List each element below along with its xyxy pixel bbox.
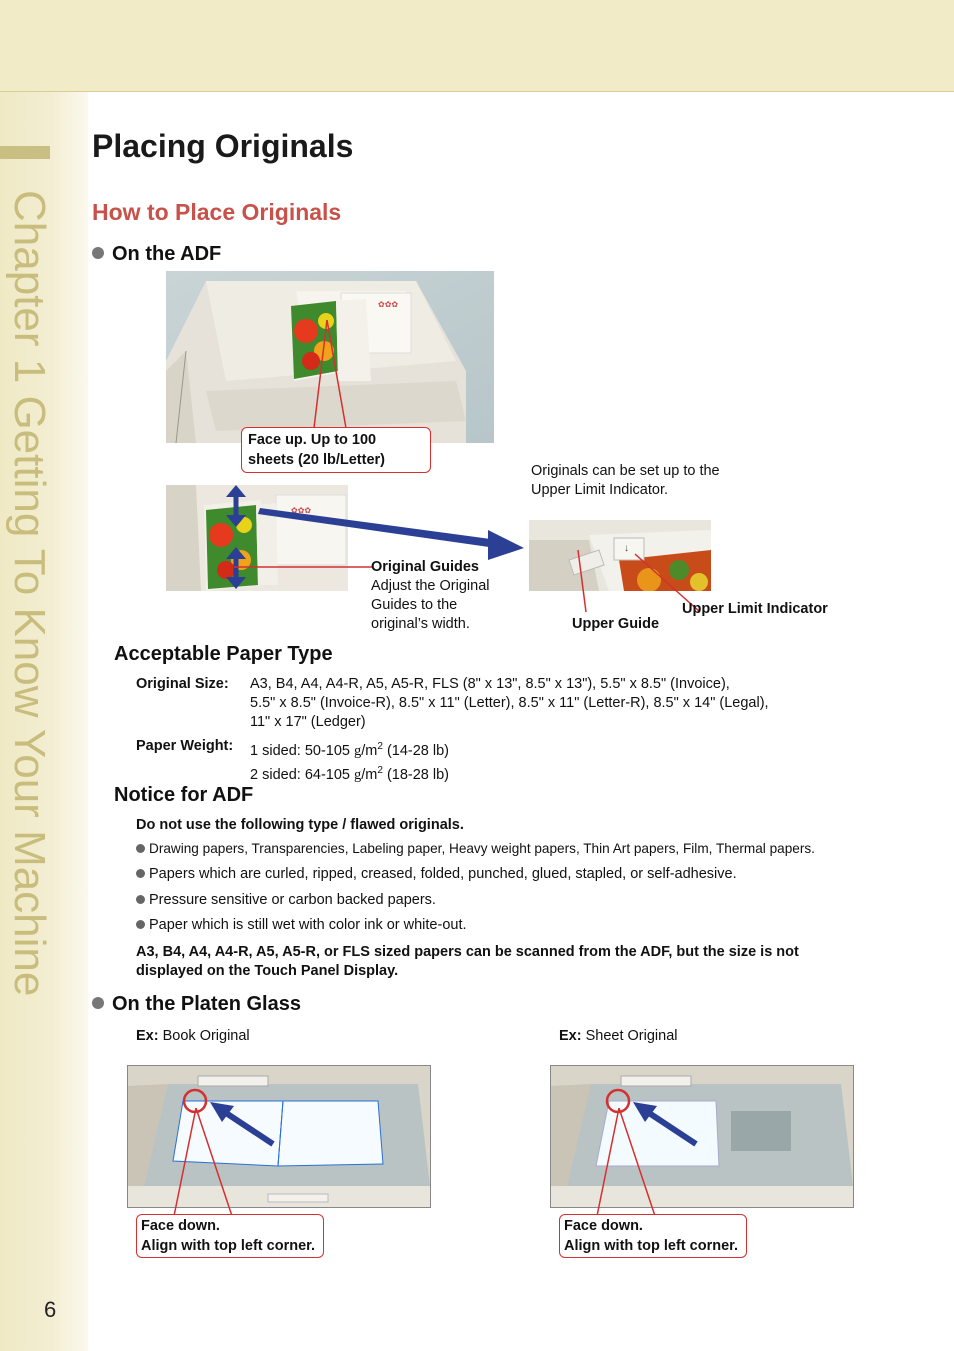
svg-text:↓: ↓	[624, 543, 629, 554]
upper-guide-label: Upper Guide	[572, 616, 660, 632]
adf-heading: On the ADF	[92, 243, 221, 266]
weight-label: Paper Weight:	[136, 738, 234, 754]
page-title: Placing Originals	[92, 128, 354, 164]
guides-leader	[234, 562, 374, 574]
weight-values: 1 sided: 50-105 $g/m^2$ (14-28 lb) 2 sided: 64-105 $g/m^2$ (18-28 lb)	[250, 741, 450, 783]
original-guides-text: Original Guides Adjust the Original Guides to the original’s width.	[371, 559, 490, 632]
upper-limit-note: Originals can be set up to the Upper Limit Indicator.	[531, 463, 720, 498]
blue-arrow	[258, 504, 528, 560]
sheet-leader	[593, 1108, 663, 1218]
size-values: A3, B4, A4, A4-R, A5, A5-R, FLS (8" x 13", 8.5" x 13"), 5.5" x 8.5" (Invoice), 5.5" x 8.5" (Invoice-R), 8.5" x 11" (Letter), 8.5" x 11" (Letter-R), 8.5" x 14" (Legal), 11" x 17" (Ledger)	[250, 676, 769, 730]
chapter-label: Chapter 1 Getting To Know Your Machine	[5, 190, 54, 997]
notice-item: Drawing papers, Transparencies, Labeling paper, Heavy weight papers, Thin Art papers, Film, Thermal papers.	[136, 841, 815, 856]
svg-text:✿✿✿: ✿✿✿	[291, 506, 312, 515]
sheet-ex: Ex: Sheet Original	[559, 1028, 678, 1044]
size-label: Original Size:	[136, 676, 229, 692]
sheet-callout: Face down. Align with top left corner.	[559, 1214, 747, 1258]
notice-heading: Notice for ADF	[114, 784, 254, 806]
header-band	[0, 0, 954, 92]
page-number: 6	[44, 1297, 57, 1322]
book-ex: Ex: Book Original	[136, 1028, 250, 1044]
adf-size-note: A3, B4, A4, A4-R, A5, A5-R, or FLS sized papers can be scanned from the ADF, but the size is not displayed on the Touch Panel Display.	[136, 944, 799, 979]
notice-item: Pressure sensitive or carbon backed papers.	[136, 892, 436, 908]
notice-intro: Do not use the following type / flawed originals.	[136, 817, 464, 833]
paper-type-heading: Acceptable Paper Type	[114, 643, 333, 665]
callout-leader	[310, 318, 350, 430]
book-leader	[170, 1108, 240, 1218]
platen-heading: On the Platen Glass	[92, 993, 301, 1016]
section-title: How to Place Originals	[92, 199, 342, 225]
upper-limit-label: Upper Limit Indicator	[682, 601, 828, 617]
chapter-tab	[0, 146, 50, 159]
faceup-callout: Face up. Up to 100 sheets (20 lb/Letter)	[241, 427, 431, 473]
notice-item: Papers which are curled, ripped, creased, folded, punched, glued, stapled, or self-adhesive.	[136, 866, 737, 882]
book-callout: Face down. Align with top left corner.	[136, 1214, 324, 1258]
notice-item: Paper which is still wet with color ink or white-out.	[136, 917, 467, 933]
svg-text:✿✿✿: ✿✿✿	[378, 300, 399, 309]
